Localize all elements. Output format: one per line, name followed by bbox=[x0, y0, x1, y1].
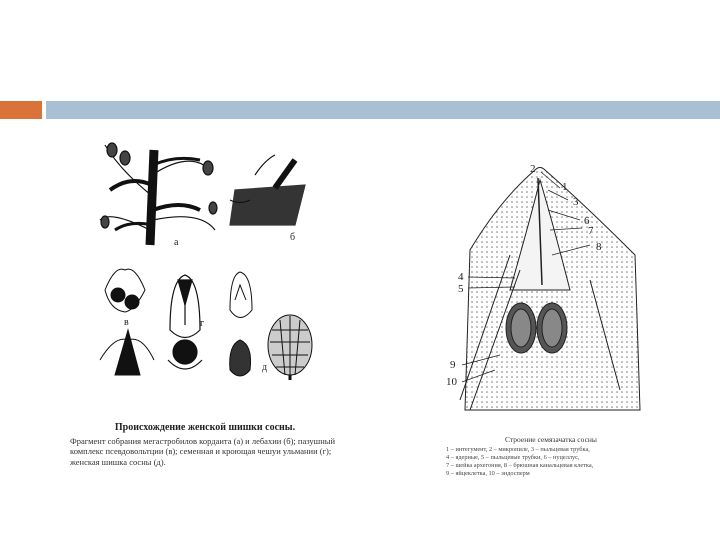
num-6: 6 bbox=[584, 215, 590, 227]
right-caption-line: 4 – ядерные, 5 – пыльцевые трубки, 6 – нуцеллус, bbox=[446, 454, 580, 461]
pine-ovule-illustration bbox=[440, 160, 670, 425]
num-10: 10 bbox=[446, 376, 457, 388]
label-b: б bbox=[290, 232, 296, 243]
left-caption bbox=[70, 423, 340, 467]
header-bar-blue bbox=[46, 101, 720, 119]
label-a: а bbox=[174, 237, 179, 248]
label-v: в bbox=[124, 317, 129, 328]
cone-origin-illustration bbox=[90, 130, 340, 380]
num-1: 1 bbox=[562, 181, 568, 193]
num-2: 2 bbox=[530, 163, 536, 175]
num-4: 4 bbox=[458, 271, 464, 283]
label-d: д bbox=[262, 362, 268, 373]
figure-d-pine-cone bbox=[230, 272, 312, 380]
left-caption-title: Происхождение женской шишки сосны. bbox=[114, 422, 296, 433]
num-9: 9 bbox=[450, 359, 456, 371]
right-caption-line: 7 – шейка архегония, 8 – брюшная канальцевая клетка, bbox=[446, 462, 594, 469]
accent-bar-orange bbox=[0, 101, 42, 119]
ovule-body bbox=[460, 168, 640, 411]
right-caption-title: Строение семязачатка сосны bbox=[505, 435, 597, 444]
num-5: 5 bbox=[458, 283, 464, 295]
right-caption-line: 1 – интегумент, 2 – микропиле, 3 – пыльцевая трубка, bbox=[446, 446, 590, 453]
right-caption-line: 9 – яйцеклетка, 10 – эндосперм bbox=[446, 470, 530, 477]
left-caption-body: Фрагмент собрания мегастробилов кордаита (а) и лебахии (б); пазушный комплекс псевдовольтции (в); семенная и кроющая чешуи ульмании (г); женская шишка сосны (д). bbox=[70, 435, 336, 467]
figure-b-lebachia bbox=[230, 155, 305, 225]
figure-g-ulmannia bbox=[168, 275, 205, 369]
num-8: 8 bbox=[596, 241, 602, 253]
num-3: 3 bbox=[573, 196, 579, 208]
num-7: 7 bbox=[588, 225, 594, 237]
label-g: г bbox=[200, 318, 205, 329]
figure-a-cordaites bbox=[100, 143, 217, 245]
right-caption bbox=[446, 436, 656, 478]
